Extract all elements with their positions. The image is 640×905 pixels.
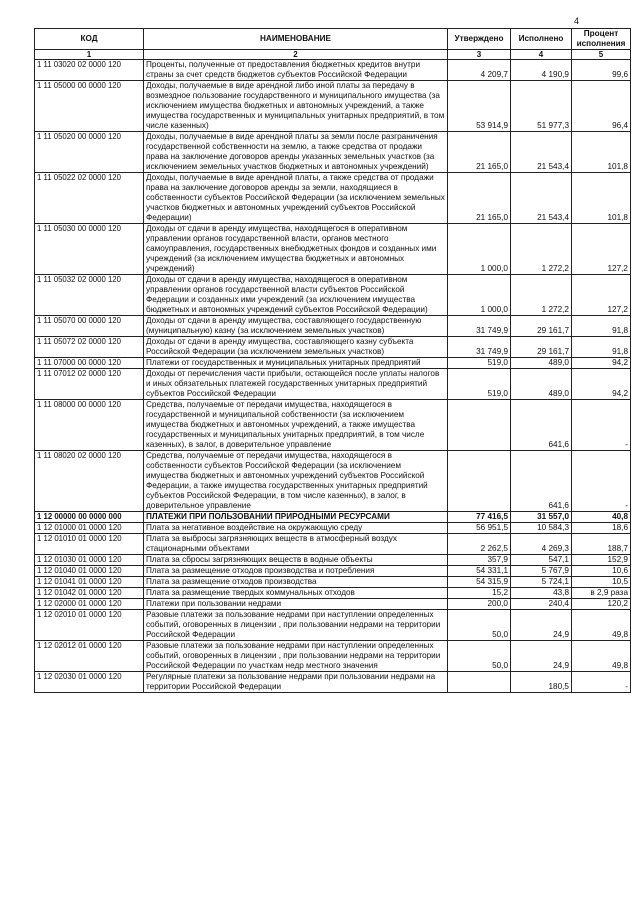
row-approved-value (448, 672, 511, 693)
table-row (35, 358, 631, 369)
row-executed-value: 24,9 (511, 610, 572, 641)
table-row (35, 588, 631, 599)
row-approved-value: 1 000,0 (448, 224, 511, 275)
row-executed-value: 10 584,3 (511, 523, 572, 534)
table-row (35, 672, 631, 693)
row-percent-value: 96,4 (572, 81, 631, 132)
row-percent-value: 188,7 (572, 534, 631, 555)
row-name: Средства, получаемые от передачи имущества, находящегося в собственности субъектов Российской Федерации (за исключением имущества бюджетных и автономных учреждений субъектов Российской Федерации, а также имущества государственных унитарных предприятий субъектов Российской Федерации, в том числе казенных), в залог, в доверительное управление (144, 451, 448, 512)
row-name: Разовые платежи за пользование недрами при наступлении определенных событий, оговоренных в лицензии , при пользовании недрами на территории Российской Федерации по участкам недр местного значения (144, 641, 448, 672)
table-row (35, 512, 631, 523)
row-executed-value: 21 543,4 (511, 173, 572, 224)
table-row (35, 610, 631, 641)
row-approved-value: 1 000,0 (448, 275, 511, 316)
row-approved-value: 357,9 (448, 555, 511, 566)
row-code: 1 12 01040 01 0000 120 (35, 566, 144, 577)
row-name: Доходы от сдачи в аренду имущества, находящегося в оперативном управлении органов государственной власти, органов местного самоуправления, государственных внебюджетных фондов и созданных ими учреждений (за исключением имущества бюджетных и автономных учреждений) (144, 224, 448, 275)
row-name: ПЛАТЕЖИ ПРИ ПОЛЬЗОВАНИИ ПРИРОДНЫМИ РЕСУРСАМИ (144, 512, 448, 523)
row-name: Доходы от сдачи в аренду имущества, составляющего казну субъекта Российской Федерации (за исключением земельных участков) (144, 337, 448, 358)
row-percent-value: - (572, 400, 631, 451)
row-code: 1 12 00000 00 0000 000 (35, 512, 144, 523)
table-row (35, 641, 631, 672)
table-row (35, 534, 631, 555)
row-approved-value: 50,0 (448, 610, 511, 641)
row-executed-value: 51 977,3 (511, 81, 572, 132)
page-number: 4 (574, 16, 580, 26)
row-approved-value: 54 315,9 (448, 577, 511, 588)
row-percent-value: 101,8 (572, 132, 631, 173)
row-name: Плата за размещение твердых коммунальных отходов (144, 588, 448, 599)
row-approved-value: 4 209,7 (448, 60, 511, 81)
table-row (35, 337, 631, 358)
table-row (35, 369, 631, 400)
row-approved-value: 31 749,9 (448, 316, 511, 337)
row-approved-value: 519,0 (448, 369, 511, 400)
row-percent-value: 94,2 (572, 369, 631, 400)
row-name: Плата за размещение отходов производства и потребления (144, 566, 448, 577)
row-percent-value: 10,6 (572, 566, 631, 577)
row-executed-value: 240,4 (511, 599, 572, 610)
row-executed-value: 29 161,7 (511, 316, 572, 337)
row-code: 1 11 08020 02 0000 120 (35, 451, 144, 512)
header-name: НАИМЕНОВАНИЕ (144, 29, 448, 50)
table-row (35, 60, 631, 81)
row-executed-value: 4 190,9 (511, 60, 572, 81)
row-percent-value: 99,6 (572, 60, 631, 81)
row-percent-value: 152,9 (572, 555, 631, 566)
row-code: 1 11 08000 00 0000 120 (35, 400, 144, 451)
row-executed-value: 180,5 (511, 672, 572, 693)
row-percent-value: - (572, 451, 631, 512)
row-code: 1 11 05020 00 0000 120 (35, 132, 144, 173)
header-executed: Исполнено (511, 29, 572, 50)
row-code: 1 11 07000 00 0000 120 (35, 358, 144, 369)
row-percent-value: 94,2 (572, 358, 631, 369)
table-row (35, 400, 631, 451)
row-approved-value (448, 451, 511, 512)
row-code: 1 12 02012 01 0000 120 (35, 641, 144, 672)
row-code: 1 12 01042 01 0000 120 (35, 588, 144, 599)
row-name: Плата за негативное воздействие на окружающую среду (144, 523, 448, 534)
table-row (35, 555, 631, 566)
row-percent-value: - (572, 672, 631, 693)
row-percent-value: 49,8 (572, 641, 631, 672)
row-code: 1 11 05072 02 0000 120 (35, 337, 144, 358)
row-name: Плата за сбросы загрязняющих веществ в водные объекты (144, 555, 448, 566)
row-executed-value: 547,1 (511, 555, 572, 566)
row-name: Доходы от сдачи в аренду имущества, составляющего государственную (муниципальную) казну (за исключением земельных участков) (144, 316, 448, 337)
row-name: Средства, получаемые от передачи имущества, находящегося в государственной и муниципальной собственности (за исключением имущества бюджетных и автономных учреждений, а также имущества государственных и муниципальных унитарных предприятий, в том числе казенных), в залог, в доверительное управление (144, 400, 448, 451)
table-row (35, 577, 631, 588)
row-percent-value: 10,5 (572, 577, 631, 588)
table-row (35, 173, 631, 224)
row-code: 1 12 02000 01 0000 120 (35, 599, 144, 610)
row-code: 1 12 02010 01 0000 120 (35, 610, 144, 641)
row-name: Доходы, получаемые в виде арендной платы за земли после разграничения государственной собственности на землю, а также средства от продажи права на заключение договоров аренды указанных земельных участков (за исключением земельных участков бюджетных и автономных учреждений) (144, 132, 448, 173)
row-approved-value: 56 951,5 (448, 523, 511, 534)
row-percent-value: 40,8 (572, 512, 631, 523)
table-row (35, 523, 631, 534)
row-approved-value: 31 749,9 (448, 337, 511, 358)
revenue-table (34, 28, 631, 693)
row-executed-value: 641,6 (511, 400, 572, 451)
table-row (35, 224, 631, 275)
row-code: 1 11 07012 02 0000 120 (35, 369, 144, 400)
column-number: 1 (35, 50, 144, 60)
row-name: Доходы, получаемые в виде арендной платы, а также средства от продажи права на заключение договоров аренды за земли, находящиеся в собственности субъектов Российской Федерации (за исключением земельных участков бюджетных и автономных учреждений субъектов Российской Федерации) (144, 173, 448, 224)
row-name: Проценты, полученные от предоставления бюджетных кредитов внутри страны за счет средств бюджетов субъектов Российской Федерации (144, 60, 448, 81)
row-name: Доходы от перечисления части прибыли, остающейся после уплаты налогов и иных обязательных платежей государственных унитарных предприятий субъектов Российской Федерации (144, 369, 448, 400)
column-number-row (35, 50, 631, 60)
row-code: 1 11 05000 00 0000 120 (35, 81, 144, 132)
table-row (35, 132, 631, 173)
row-percent-value: 127,2 (572, 224, 631, 275)
row-approved-value: 54 331,1 (448, 566, 511, 577)
row-percent-value: 91,8 (572, 316, 631, 337)
row-executed-value: 1 272,2 (511, 275, 572, 316)
column-number: 4 (511, 50, 572, 60)
row-percent-value: 120,2 (572, 599, 631, 610)
row-name: Плата за размещение отходов производства (144, 577, 448, 588)
row-name: Плата за выбросы загрязняющих веществ в атмосферный воздух стационарными объектами (144, 534, 448, 555)
row-executed-value: 29 161,7 (511, 337, 572, 358)
table-row (35, 275, 631, 316)
table-row (35, 566, 631, 577)
row-percent-value: в 2,9 раза (572, 588, 631, 599)
row-approved-value: 21 165,0 (448, 132, 511, 173)
row-code: 1 12 02030 01 0000 120 (35, 672, 144, 693)
row-code: 1 11 05030 00 0000 120 (35, 224, 144, 275)
row-executed-value: 4 269,3 (511, 534, 572, 555)
row-name: Платежи при пользовании недрами (144, 599, 448, 610)
table-row (35, 81, 631, 132)
row-executed-value: 24,9 (511, 641, 572, 672)
row-approved-value: 21 165,0 (448, 173, 511, 224)
row-code: 1 11 03020 02 0000 120 (35, 60, 144, 81)
header-approved: Утверждено (448, 29, 511, 50)
column-number: 5 (572, 50, 631, 60)
table-row (35, 599, 631, 610)
row-name: Регулярные платежи за пользование недрами при пользовании недрами на территории Российской Федерации (144, 672, 448, 693)
row-code: 1 11 05032 02 0000 120 (35, 275, 144, 316)
row-name: Доходы от сдачи в аренду имущества, находящегося в оперативном управлении органов государственной власти субъектов Российской Федерации и созданных ими учреждений (за исключением имущества бюджетных и автономных учреждений субъектов Российской Федерации) (144, 275, 448, 316)
row-name: Доходы, получаемые в виде арендной либо иной платы за передачу в возмездное пользование государственного и муниципального имущества (за исключением имущества бюджетных и автономных учреждений, а также имущества государственных и муниципальных унитарных предприятий, в том числе казенных) (144, 81, 448, 132)
row-executed-value: 5 767,9 (511, 566, 572, 577)
row-code: 1 12 01000 01 0000 120 (35, 523, 144, 534)
header-percent: Процент исполнения (572, 29, 631, 50)
row-executed-value: 43,8 (511, 588, 572, 599)
row-code: 1 12 01010 01 0000 120 (35, 534, 144, 555)
row-approved-value: 50,0 (448, 641, 511, 672)
row-percent-value: 91,8 (572, 337, 631, 358)
table-row (35, 451, 631, 512)
row-executed-value: 641,6 (511, 451, 572, 512)
row-code: 1 12 01030 01 0000 120 (35, 555, 144, 566)
row-percent-value: 49,8 (572, 610, 631, 641)
row-percent-value: 127,2 (572, 275, 631, 316)
header-code: КОД (35, 29, 144, 50)
row-name: Разовые платежи за пользование недрами при наступлении определенных событий, оговоренных в лицензии , при пользовании недрами на территории Российской Федерации (144, 610, 448, 641)
row-executed-value: 1 272,2 (511, 224, 572, 275)
row-approved-value: 15,2 (448, 588, 511, 599)
row-executed-value: 489,0 (511, 358, 572, 369)
row-approved-value: 77 416,5 (448, 512, 511, 523)
column-number: 2 (144, 50, 448, 60)
row-code: 1 11 05022 02 0000 120 (35, 173, 144, 224)
row-approved-value: 2 262,5 (448, 534, 511, 555)
row-executed-value: 489,0 (511, 369, 572, 400)
row-approved-value: 519,0 (448, 358, 511, 369)
row-percent-value: 18,6 (572, 523, 631, 534)
row-code: 1 12 01041 01 0000 120 (35, 577, 144, 588)
column-number: 3 (448, 50, 511, 60)
row-name: Платежи от государственных и муниципальных унитарных предприятий (144, 358, 448, 369)
row-approved-value (448, 400, 511, 451)
row-executed-value: 31 557,0 (511, 512, 572, 523)
row-percent-value: 101,8 (572, 173, 631, 224)
row-approved-value: 53 914,9 (448, 81, 511, 132)
table-row (35, 316, 631, 337)
row-executed-value: 21 543,4 (511, 132, 572, 173)
header-row (35, 29, 631, 50)
row-executed-value: 5 724,1 (511, 577, 572, 588)
row-code: 1 11 05070 00 0000 120 (35, 316, 144, 337)
row-approved-value: 200,0 (448, 599, 511, 610)
